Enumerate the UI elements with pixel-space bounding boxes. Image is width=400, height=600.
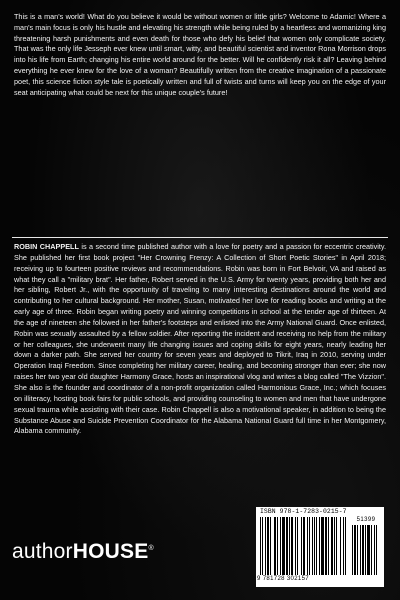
author-name: ROBIN CHAPPELL — [14, 242, 79, 251]
book-blurb: This is a man's world! What do you believe it would be without women or little girls? Welcome to Adamic! Where a man's main focus is only his hustle and elevating his strength while being ruled by a heartless and womanizing king threatening harsh punishments and even death for those who defy his belief that women only complicate society. That was the only life Jesseph ever knew until smart, witty, and beautiful scientist and inventor Rona Morrison drops into his life from Earth; changing his entire world around for the better. Will he confidently risk it all? Leaving behind everything he ever knew for the love of a woman? Beautifully written from the creative imagination of a passionate poet, this science fiction style tale is poetically written and full of twists and turns will keep you on the edge of your seat anticipating what could be next for this unique couple's future! — [14, 12, 386, 97]
author-bio-text: is a second time published author with a love for poetry and a passion for eccentric creativity. She published her first book project "Her Crowning Frenzy: A Collection of Short Poetic Stories" in April 2018; receiving up to fourteen positive reviews and recommendations. Robin was born in Fort Belvoir, VA and raised as what they call a "military brat". Her father, Robert served in the U.S. Army for twenty years, providing both her and her sibling, Robert Jr., with the opportunity of traveling to many interesting destinations around the world and contributing to her cultural background. Her mother, Susan, motivated her love for reading books and writing at the early age of three. Robin began writing poetry and winning competitions in school at the tender age of thirteen. At the age of nineteen she followed in her father's footsteps and enlisted into the Army National Guard. Once enlisted, Robin was sexually assaulted by a fellow soldier. After reporting the incident and receiving no help from the military or her colleagues, she underwent many life changing issues and coping skills for eight years, nearly leading her down a darker path. She served her country for seven years and deployed to Tikrit, Iraq in 2010, serving under Operation Iraqi Freedom. Since completing her military career, healing, and becoming stronger than ever; she now raises her two year old daughter Harmony Grace, hosts an inspirational vlog and writes a blog called "The Vizzion". She also is the founder and coordinator of a non-profit organization called Harmonious Grace, Inc.; which focuses on illiteracy, hosting book fairs for public schools, and providing counseling to women and men that have undergone sexual trauma while assisting with their case. Robin Chappell is also a motivational speaker, in addition to being the Substance Abuse and Suicide Prevention Coordinator for the Alabama National Guard full time in her Montgomery, Alabama community. — [14, 242, 386, 436]
ean-barcode-bars — [260, 517, 346, 575]
section-divider — [12, 237, 388, 238]
price-code: 51399 — [356, 517, 376, 523]
price-barcode-bars — [352, 525, 380, 575]
ean-digits: 9 781728 302157 — [257, 576, 309, 582]
registered-mark: ® — [148, 545, 154, 552]
isbn-label: ISBN 978-1-7283-0215-7 — [260, 508, 347, 515]
publisher-logo-part2: HOUSE — [72, 540, 149, 563]
author-bio — [14, 242, 386, 437]
publisher-logo — [12, 540, 154, 564]
isbn-barcode — [256, 507, 384, 587]
publisher-logo-part1: author — [12, 540, 73, 563]
